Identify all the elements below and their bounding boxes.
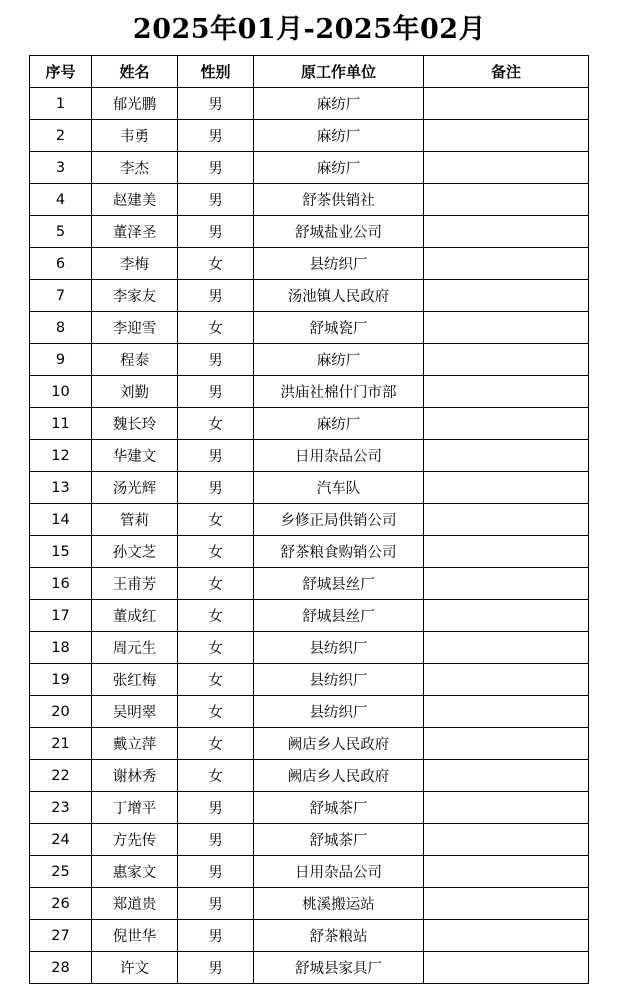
cell-note — [424, 696, 589, 728]
table-row — [30, 600, 589, 632]
cell-name: 董泽圣 — [92, 216, 178, 248]
cell-name: 倪世华 — [92, 920, 178, 952]
cell-note — [424, 120, 589, 152]
cell-unit: 麻纺厂 — [254, 152, 424, 184]
cell-gender: 男 — [178, 152, 254, 184]
cell-note — [424, 248, 589, 280]
cell-no: 1 — [30, 88, 92, 120]
cell-no: 28 — [30, 952, 92, 984]
cell-gender: 男 — [178, 344, 254, 376]
cell-note — [424, 440, 589, 472]
table-body — [30, 88, 589, 984]
cell-gender: 女 — [178, 504, 254, 536]
cell-gender: 女 — [178, 568, 254, 600]
cell-name: 许文 — [92, 952, 178, 984]
cell-unit: 日用杂品公司 — [254, 856, 424, 888]
cell-name: 孙文芝 — [92, 536, 178, 568]
table-row — [30, 568, 589, 600]
table-row — [30, 376, 589, 408]
cell-no: 21 — [30, 728, 92, 760]
table-row — [30, 152, 589, 184]
cell-no: 6 — [30, 248, 92, 280]
table-row — [30, 696, 589, 728]
cell-no: 2 — [30, 120, 92, 152]
cell-note — [424, 920, 589, 952]
cell-unit: 舒茶粮食购销公司 — [254, 536, 424, 568]
cell-no: 14 — [30, 504, 92, 536]
table-row — [30, 280, 589, 312]
cell-name: 丁增平 — [92, 792, 178, 824]
cell-no: 27 — [30, 920, 92, 952]
cell-gender: 女 — [178, 760, 254, 792]
cell-unit: 麻纺厂 — [254, 408, 424, 440]
table-row — [30, 664, 589, 696]
cell-gender: 女 — [178, 600, 254, 632]
cell-note — [424, 376, 589, 408]
cell-no: 25 — [30, 856, 92, 888]
cell-unit: 舒茶粮站 — [254, 920, 424, 952]
cell-name: 管莉 — [92, 504, 178, 536]
table-row — [30, 856, 589, 888]
cell-name: 李梅 — [92, 248, 178, 280]
cell-name: 汤光辉 — [92, 472, 178, 504]
cell-no: 20 — [30, 696, 92, 728]
table-row — [30, 728, 589, 760]
table-row — [30, 440, 589, 472]
cell-name: 刘勤 — [92, 376, 178, 408]
cell-no: 15 — [30, 536, 92, 568]
cell-no: 9 — [30, 344, 92, 376]
table-row — [30, 184, 589, 216]
cell-unit: 县纺织厂 — [254, 696, 424, 728]
cell-gender: 女 — [178, 664, 254, 696]
table-row — [30, 952, 589, 984]
table-row — [30, 824, 589, 856]
cell-note — [424, 312, 589, 344]
cell-note — [424, 824, 589, 856]
cell-name: 郁光鹏 — [92, 88, 178, 120]
cell-unit: 日用杂品公司 — [254, 440, 424, 472]
cell-unit: 舒城茶厂 — [254, 792, 424, 824]
cell-unit: 县纺织厂 — [254, 632, 424, 664]
cell-name: 吴明翠 — [92, 696, 178, 728]
cell-no: 7 — [30, 280, 92, 312]
table-row — [30, 792, 589, 824]
cell-unit: 阙店乡人民政府 — [254, 728, 424, 760]
cell-unit: 舒城县家具厂 — [254, 952, 424, 984]
cell-note — [424, 152, 589, 184]
cell-note — [424, 600, 589, 632]
cell-gender: 女 — [178, 728, 254, 760]
cell-unit: 舒茶供销社 — [254, 184, 424, 216]
cell-name: 韦勇 — [92, 120, 178, 152]
cell-no: 22 — [30, 760, 92, 792]
page-title: 2025年01月-2025年02月 — [132, 14, 487, 45]
cell-unit: 舒城盐业公司 — [254, 216, 424, 248]
header-note: 备注 — [424, 56, 589, 88]
cell-no: 8 — [30, 312, 92, 344]
cell-unit: 汤池镇人民政府 — [254, 280, 424, 312]
cell-gender: 女 — [178, 536, 254, 568]
cell-name: 华建文 — [92, 440, 178, 472]
cell-gender: 男 — [178, 792, 254, 824]
cell-unit: 桃溪搬运站 — [254, 888, 424, 920]
cell-no: 23 — [30, 792, 92, 824]
table-row — [30, 216, 589, 248]
cell-gender: 男 — [178, 952, 254, 984]
cell-note — [424, 408, 589, 440]
cell-gender: 男 — [178, 824, 254, 856]
cell-gender: 男 — [178, 376, 254, 408]
cell-unit: 舒城茶厂 — [254, 824, 424, 856]
cell-note — [424, 88, 589, 120]
header-gender: 性别 — [178, 56, 254, 88]
cell-name: 李杰 — [92, 152, 178, 184]
cell-gender: 男 — [178, 920, 254, 952]
cell-gender: 女 — [178, 408, 254, 440]
cell-gender: 男 — [178, 216, 254, 248]
table-row — [30, 760, 589, 792]
cell-no: 16 — [30, 568, 92, 600]
cell-no: 3 — [30, 152, 92, 184]
table-row — [30, 888, 589, 920]
cell-note — [424, 664, 589, 696]
cell-no: 19 — [30, 664, 92, 696]
cell-name: 谢林秀 — [92, 760, 178, 792]
cell-note — [424, 184, 589, 216]
cell-gender: 男 — [178, 440, 254, 472]
cell-gender: 女 — [178, 312, 254, 344]
header-no: 序号 — [30, 56, 92, 88]
cell-note — [424, 952, 589, 984]
cell-note — [424, 792, 589, 824]
cell-note — [424, 472, 589, 504]
cell-unit: 洪庙社棉什门市部 — [254, 376, 424, 408]
cell-name: 魏长玲 — [92, 408, 178, 440]
cell-name: 李家友 — [92, 280, 178, 312]
cell-name: 方先传 — [92, 824, 178, 856]
cell-note — [424, 856, 589, 888]
table-row — [30, 504, 589, 536]
cell-name: 惠家文 — [92, 856, 178, 888]
cell-name: 程泰 — [92, 344, 178, 376]
cell-note — [424, 216, 589, 248]
table-row — [30, 920, 589, 952]
cell-unit: 舒城县丝厂 — [254, 600, 424, 632]
cell-gender: 男 — [178, 280, 254, 312]
table-row — [30, 248, 589, 280]
cell-unit: 乡修正局供销公司 — [254, 504, 424, 536]
cell-unit: 汽车队 — [254, 472, 424, 504]
table-row — [30, 312, 589, 344]
cell-no: 18 — [30, 632, 92, 664]
cell-unit: 县纺织厂 — [254, 664, 424, 696]
cell-name: 周元生 — [92, 632, 178, 664]
cell-gender: 男 — [178, 120, 254, 152]
cell-no: 24 — [30, 824, 92, 856]
roster-table — [29, 55, 589, 984]
table-header-row — [30, 56, 589, 88]
cell-note — [424, 536, 589, 568]
cell-gender: 男 — [178, 472, 254, 504]
cell-no: 4 — [30, 184, 92, 216]
cell-no: 26 — [30, 888, 92, 920]
table-row — [30, 344, 589, 376]
cell-name: 张红梅 — [92, 664, 178, 696]
cell-unit: 舒城县丝厂 — [254, 568, 424, 600]
cell-unit: 麻纺厂 — [254, 88, 424, 120]
cell-no: 12 — [30, 440, 92, 472]
cell-unit: 麻纺厂 — [254, 120, 424, 152]
cell-gender: 男 — [178, 888, 254, 920]
cell-name: 李迎雪 — [92, 312, 178, 344]
cell-name: 赵建美 — [92, 184, 178, 216]
cell-no: 17 — [30, 600, 92, 632]
cell-no: 13 — [30, 472, 92, 504]
header-name: 姓名 — [92, 56, 178, 88]
cell-gender: 男 — [178, 88, 254, 120]
cell-note — [424, 568, 589, 600]
cell-gender: 男 — [178, 856, 254, 888]
cell-note — [424, 280, 589, 312]
table-row — [30, 408, 589, 440]
cell-note — [424, 888, 589, 920]
cell-note — [424, 760, 589, 792]
table-row — [30, 536, 589, 568]
cell-no: 5 — [30, 216, 92, 248]
cell-note — [424, 632, 589, 664]
table-row — [30, 120, 589, 152]
cell-note — [424, 504, 589, 536]
cell-gender: 男 — [178, 184, 254, 216]
cell-note — [424, 728, 589, 760]
cell-no: 11 — [30, 408, 92, 440]
header-unit: 原工作单位 — [254, 56, 424, 88]
cell-gender: 女 — [178, 632, 254, 664]
table-row — [30, 472, 589, 504]
cell-name: 董成红 — [92, 600, 178, 632]
cell-name: 戴立萍 — [92, 728, 178, 760]
cell-gender: 女 — [178, 696, 254, 728]
table-row — [30, 88, 589, 120]
cell-unit: 阙店乡人民政府 — [254, 760, 424, 792]
cell-name: 王甫芳 — [92, 568, 178, 600]
cell-gender: 女 — [178, 248, 254, 280]
cell-name: 郑道贵 — [92, 888, 178, 920]
cell-note — [424, 344, 589, 376]
table-row — [30, 632, 589, 664]
cell-unit: 麻纺厂 — [254, 344, 424, 376]
cell-unit: 县纺织厂 — [254, 248, 424, 280]
cell-unit: 舒城瓷厂 — [254, 312, 424, 344]
cell-no: 10 — [30, 376, 92, 408]
